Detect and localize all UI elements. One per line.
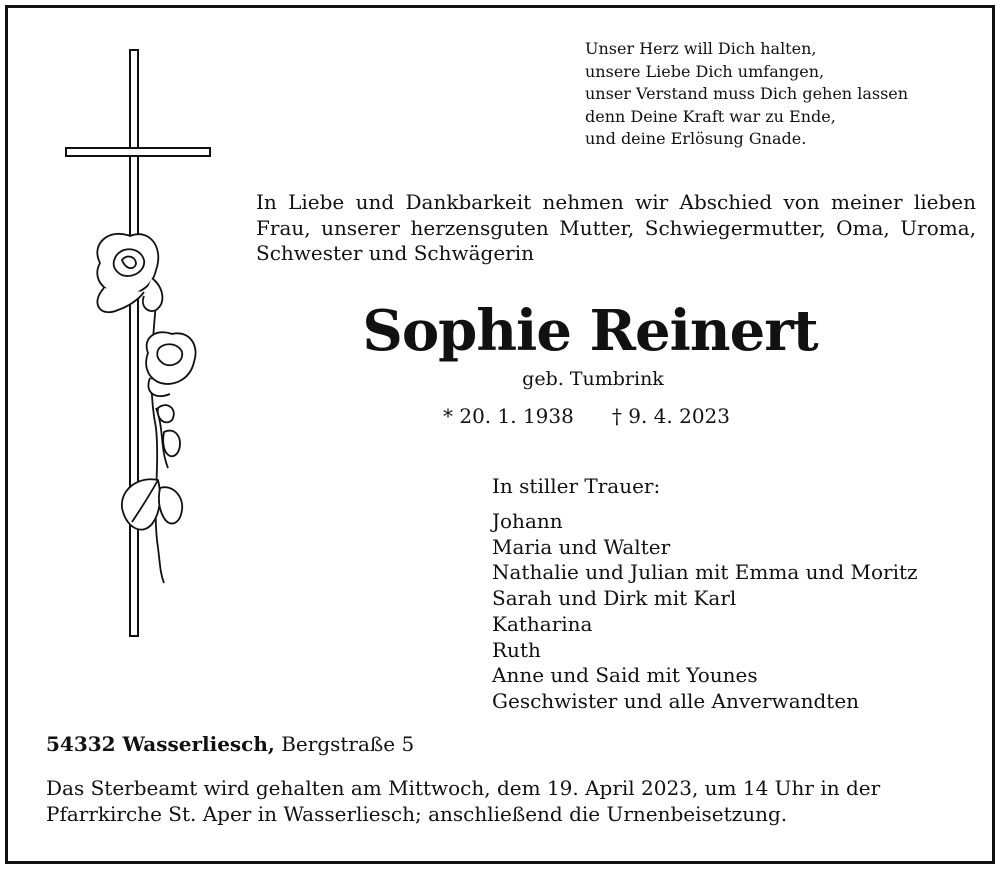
poem-line: unsere Liebe Dich umfangen, xyxy=(585,61,825,81)
poem xyxy=(585,38,985,151)
list-item: Katharina xyxy=(492,611,593,636)
poem-line: denn Deine Kraft war zu Ende, xyxy=(585,106,836,126)
list-item: Sarah und Dirk mit Karl xyxy=(492,586,737,611)
address-street: Bergstraße 5 xyxy=(281,732,415,756)
mourners-list xyxy=(492,509,918,715)
address-city: 54332 Wasserliesch, xyxy=(46,732,275,756)
list-item: Nathalie und Julian mit Emma und Moritz xyxy=(492,560,918,585)
poem-line: Unser Herz will Dich halten, xyxy=(585,39,817,58)
list-item: Ruth xyxy=(492,637,541,662)
list-item: Johann xyxy=(492,509,563,533)
poem-line: unser Verstand muss Dich gehen lassen xyxy=(585,84,909,103)
intro-text: In Liebe und Dankbarkeit nehmen wir Abschied von meiner lieben Frau, unserer herzensguten Mutter, Schwiegermutter, Oma, Uroma, Schwester und Schwägerin xyxy=(256,190,976,265)
address xyxy=(46,732,414,756)
list-item: Maria und Walter xyxy=(492,534,671,559)
birth-name: geb. Tumbrink xyxy=(522,368,664,390)
cross-with-roses-icon xyxy=(60,48,220,648)
death-date: † 9. 4. 2023 xyxy=(611,404,730,428)
mourning-title: In stiller Trauer: xyxy=(492,474,661,498)
poem-line: und deine Erlösung Gnade. xyxy=(585,129,807,148)
birth-date: * 20. 1. 1938 xyxy=(443,404,574,428)
deceased-name: Sophie Reinert xyxy=(362,298,818,364)
life-dates xyxy=(443,404,773,428)
service-notice: Das Sterbeamt wird gehalten am Mittwoch, dem 19. April 2023, um 14 Uhr in der Pfarrkirche St. Aper in Wasserliesch; anschließend die Urnenbeisetzung. xyxy=(46,776,881,826)
list-item: Anne und Said mit Younes xyxy=(492,663,758,688)
list-item: Geschwister und alle Anverwandten xyxy=(492,688,860,713)
